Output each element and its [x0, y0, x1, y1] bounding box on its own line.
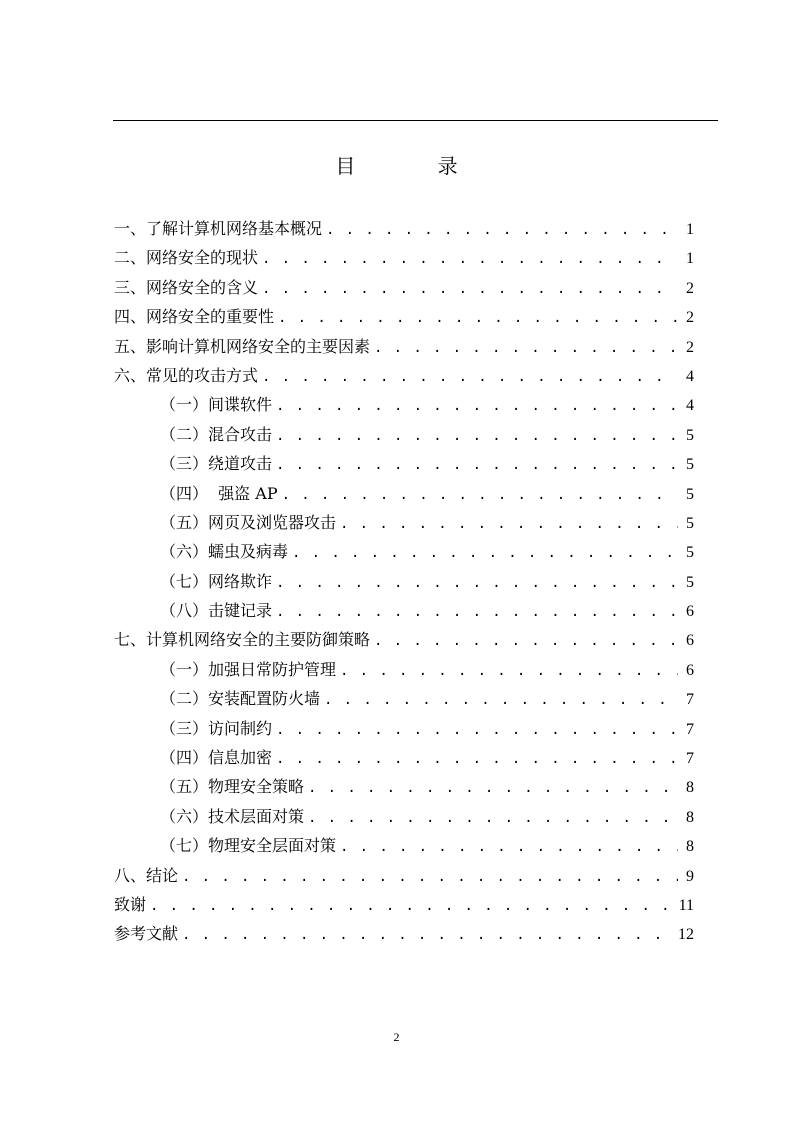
- toc-entry-page: 1: [686, 221, 694, 238]
- toc-entry-page: 5: [686, 485, 694, 503]
- dot-leader: [262, 245, 678, 274]
- toc-entry[interactable]: [114, 743, 694, 772]
- toc-entry-page: 2: [686, 338, 694, 356]
- dot-leader: [308, 774, 678, 803]
- dot-leader: [276, 392, 678, 421]
- dot-leader: [340, 833, 678, 862]
- toc-entry[interactable]: [114, 802, 694, 831]
- toc-entry[interactable]: [114, 772, 694, 801]
- dot-leader: [292, 539, 678, 568]
- toc-entry-label: 六、常见的攻击方式: [114, 365, 259, 385]
- toc-entry-page: 4: [686, 367, 694, 385]
- dot-leader: [308, 804, 678, 833]
- toc-entry[interactable]: [114, 714, 694, 743]
- toc-entry-label: 七、计算机网络安全的主要防御策略: [114, 630, 371, 650]
- toc-entry-page: 7: [686, 691, 694, 709]
- dot-leader: [374, 627, 678, 656]
- toc-entry-page: 8: [686, 808, 694, 826]
- dot-leader: [276, 598, 678, 627]
- toc-entry[interactable]: [114, 361, 694, 390]
- toc-entry-label: （二）混合攻击: [160, 424, 273, 444]
- dot-leader: [340, 510, 678, 539]
- toc-entry-label: （四）信息加密: [160, 748, 273, 768]
- toc-entry-label: （七）物理安全层面对策: [160, 836, 337, 856]
- toc-entry-page: 6: [686, 603, 694, 621]
- toc-entry[interactable]: [114, 390, 694, 419]
- toc-entry-label: 三、网络安全的含义: [114, 277, 259, 297]
- toc-entry-page: 5: [686, 573, 694, 591]
- toc-entry[interactable]: [114, 831, 694, 860]
- toc-entry[interactable]: [114, 302, 694, 331]
- toc-entry[interactable]: [114, 684, 694, 713]
- toc-entry[interactable]: [114, 861, 694, 890]
- toc-entry-label: （二）安装配置防火墙: [160, 689, 321, 709]
- toc-entry-page: 5: [686, 456, 694, 474]
- toc-entry-label: （三）访问制约: [160, 718, 273, 738]
- toc-entry-page: 8: [686, 838, 694, 856]
- dot-leader: [276, 716, 678, 745]
- toc-entry-label: 五、影响计算机网络安全的主要因素: [114, 336, 371, 356]
- toc-title: 目 录: [335, 154, 496, 178]
- toc-entry-page: 8: [686, 779, 694, 797]
- toc-entry-label: 一、了解计算机网络基本概况: [114, 219, 323, 238]
- dot-leader: [150, 892, 675, 921]
- dot-leader: [282, 481, 678, 510]
- dot-leader: [276, 451, 678, 480]
- toc-entry[interactable]: [114, 243, 694, 272]
- toc-entry-page: 2: [686, 309, 694, 327]
- toc-entry-page: 6: [686, 661, 694, 679]
- toc-entry[interactable]: [114, 596, 694, 625]
- toc-entry[interactable]: [114, 537, 694, 566]
- table-of-contents: [114, 214, 694, 949]
- toc-entry[interactable]: [114, 273, 694, 302]
- toc-entry-label: 致谢: [114, 894, 147, 914]
- toc-entry-page: 5: [686, 514, 694, 532]
- dot-leader: [374, 334, 678, 363]
- toc-entry-label: （六）技术层面对策: [160, 806, 305, 826]
- toc-entry-label: （五）物理安全策略: [160, 777, 305, 797]
- toc-entry[interactable]: [114, 508, 694, 537]
- toc-entry-page: 6: [686, 632, 694, 650]
- toc-entry-label: （五）网页及浏览器攻击: [160, 512, 337, 532]
- dot-leader: [182, 863, 678, 892]
- toc-entry-label: （六）蠕虫及病毒: [160, 542, 289, 562]
- toc-entry-page: 4: [686, 397, 694, 415]
- toc-entry-label: 四、网络安全的重要性: [114, 307, 275, 327]
- dot-leader: [324, 686, 678, 715]
- toc-entry-page: 5: [686, 544, 694, 562]
- dot-leader: [262, 275, 678, 304]
- toc-entry[interactable]: [114, 655, 694, 684]
- dot-leader: [340, 657, 678, 686]
- dot-leader: [276, 422, 678, 451]
- toc-entry-label: 八、结论: [114, 865, 179, 885]
- toc-entry-label: （八）击键记录: [160, 601, 273, 621]
- toc-entry[interactable]: [114, 625, 694, 654]
- toc-entry-label: （一）加强日常防护管理: [160, 659, 337, 679]
- toc-entry[interactable]: [114, 919, 694, 948]
- toc-entry-page: 12: [678, 926, 694, 944]
- toc-entry-page: 7: [686, 750, 694, 768]
- dot-leader: [182, 921, 674, 950]
- dot-leader: [262, 363, 678, 392]
- toc-entry[interactable]: [114, 567, 694, 596]
- toc-entry[interactable]: [114, 890, 694, 919]
- toc-entry-label: 二、网络安全的现状: [114, 248, 259, 268]
- dot-leader: [276, 569, 678, 598]
- header-rule: [113, 120, 718, 121]
- toc-entry[interactable]: [114, 449, 694, 478]
- toc-entry-page: 7: [686, 720, 694, 738]
- toc-entry-label: （一）间谍软件: [160, 395, 273, 415]
- toc-entry[interactable]: [114, 332, 694, 361]
- toc-entry[interactable]: [114, 420, 694, 449]
- toc-entry[interactable]: [114, 479, 694, 508]
- page-number: 2: [393, 1030, 400, 1044]
- toc-entry[interactable]: [114, 214, 694, 243]
- toc-entry-page: 2: [686, 279, 694, 297]
- toc-entry-label: （七）网络欺诈: [160, 571, 273, 591]
- dot-leader: [276, 745, 678, 774]
- dot-leader: [326, 216, 678, 245]
- toc-entry-page: 5: [686, 426, 694, 444]
- toc-entry-label: 参考文献: [114, 924, 179, 944]
- toc-entry-page: 9: [686, 867, 694, 885]
- toc-entry-page: 11: [678, 896, 694, 914]
- toc-entry-label: （四） 强盗 AP: [160, 483, 278, 503]
- dot-leader: [278, 304, 678, 333]
- toc-entry-page: 1: [686, 250, 694, 268]
- toc-entry-label: （三）绕道攻击: [160, 454, 273, 474]
